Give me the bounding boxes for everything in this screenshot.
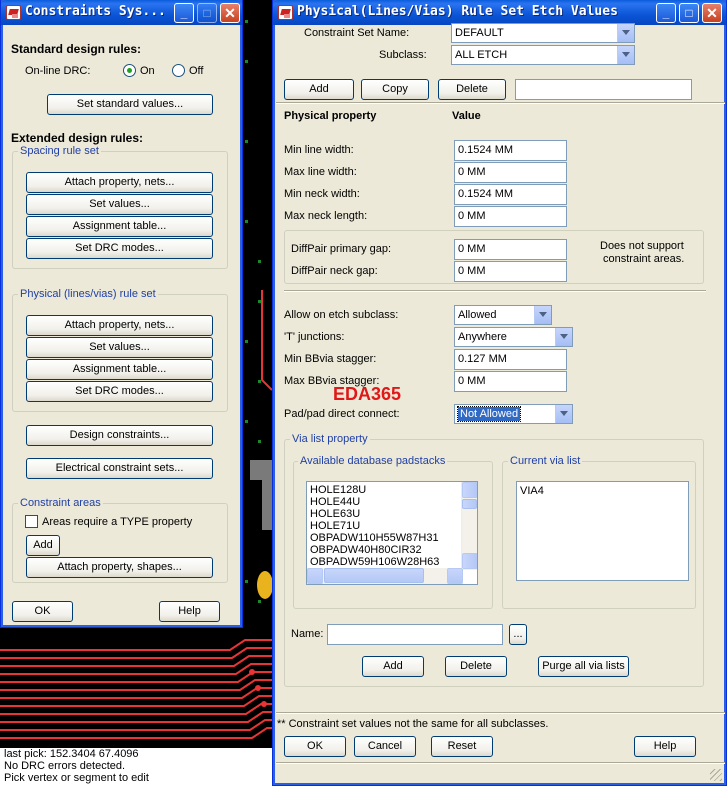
- drc-on-label: On: [140, 65, 155, 77]
- resize-grip-icon[interactable]: [710, 769, 722, 781]
- constraints-ok-button[interactable]: OK: [12, 601, 73, 622]
- spacing-set-values-button[interactable]: Set values...: [26, 194, 213, 215]
- window-title: Physical(Lines/Vias) Rule Set Etch Values: [297, 4, 618, 19]
- available-padstacks-title: Available database padstacks: [300, 455, 446, 467]
- scroll-left-icon[interactable]: [307, 568, 323, 584]
- chevron-down-icon[interactable]: [534, 306, 551, 324]
- maximize-button[interactable]: □: [197, 3, 217, 23]
- chevron-down-icon[interactable]: [617, 24, 634, 42]
- constraint-set-value: DEFAULT: [455, 27, 504, 39]
- browse-button[interactable]: ...: [509, 624, 527, 645]
- physical-property-header: Physical property: [284, 110, 377, 122]
- allow-etch-value: Allowed: [458, 309, 497, 321]
- purge-via-lists-button[interactable]: Purge all via lists: [538, 656, 629, 677]
- physical-help-button[interactable]: Help: [634, 736, 696, 757]
- physical-reset-button[interactable]: Reset: [431, 736, 493, 757]
- scroll-up-icon[interactable]: [462, 482, 478, 498]
- console-line: No DRC errors detected.: [4, 760, 126, 772]
- footnote-text: ** Constraint set values not the same for all subclasses.: [277, 718, 549, 730]
- minimize-button[interactable]: _: [656, 3, 676, 23]
- diffpair-neck-gap-input[interactable]: 0 MM: [454, 261, 567, 282]
- t-junctions-select[interactable]: [454, 327, 573, 347]
- min-neck-width-input[interactable]: 0.1524 MM: [454, 184, 567, 205]
- drc-off-label: Off: [189, 65, 204, 77]
- min-neck-width-label: Min neck width:: [284, 188, 360, 200]
- via-list-group-title: Via list property: [292, 433, 368, 445]
- electrical-constraint-sets-button[interactable]: Electrical constraint sets...: [26, 458, 213, 479]
- window-title: Constraints Sys...: [25, 4, 166, 19]
- online-drc-label: On-line DRC:: [25, 65, 91, 77]
- console-line: Pick vertex or segment to edit: [4, 772, 149, 784]
- max-line-width-input[interactable]: 0 MM: [454, 162, 567, 183]
- list-item[interactable]: HOLE63U: [310, 508, 361, 520]
- set-add-button[interactable]: Add: [284, 79, 354, 100]
- new-set-name-input[interactable]: [515, 79, 692, 100]
- spacing-group-title: Spacing rule set: [20, 145, 99, 157]
- list-item[interactable]: VIA4: [520, 485, 544, 497]
- subclass-label: Subclass:: [379, 49, 427, 61]
- list-item[interactable]: HOLE128U: [310, 484, 367, 496]
- t-junctions-value: Anywhere: [458, 331, 507, 343]
- drc-off-radio[interactable]: [172, 64, 185, 77]
- physical-attach-button[interactable]: Attach property, nets...: [26, 315, 213, 336]
- diffpair-primary-gap-label: DiffPair primary gap:: [291, 243, 392, 255]
- set-delete-button[interactable]: Delete: [438, 79, 506, 100]
- pad-connect-select[interactable]: [454, 404, 573, 424]
- header-divider: [276, 102, 725, 104]
- spacing-drc-modes-button[interactable]: Set DRC modes...: [26, 238, 213, 259]
- via-delete-button[interactable]: Delete: [445, 656, 507, 677]
- max-line-width-label: Max line width:: [284, 166, 357, 178]
- horizontal-scrollbar[interactable]: [307, 568, 463, 584]
- diffpair-divider: [284, 290, 706, 292]
- app-icon: [6, 5, 21, 20]
- diffpair-primary-gap-input[interactable]: 0 MM: [454, 239, 567, 260]
- constraints-titlebar[interactable]: [1, 0, 242, 25]
- scroll-down-icon[interactable]: [462, 553, 478, 569]
- list-item[interactable]: OBPADW59H106W28H63: [310, 556, 440, 568]
- pad-connect-value: Not Allowed: [460, 408, 519, 420]
- allow-etch-select[interactable]: [454, 305, 552, 325]
- design-constraints-button[interactable]: Design constraints...: [26, 425, 213, 446]
- minimize-button[interactable]: _: [174, 3, 194, 23]
- chevron-down-icon[interactable]: [555, 328, 572, 346]
- subclass-select[interactable]: [451, 45, 635, 65]
- maximize-button[interactable]: □: [679, 3, 699, 23]
- set-standard-values-button[interactable]: Set standard values...: [47, 94, 213, 115]
- current-via-list[interactable]: [516, 481, 689, 581]
- min-line-width-label: Min line width:: [284, 144, 354, 156]
- watermark-text: EDA365: [333, 384, 402, 404]
- attach-shapes-button[interactable]: Attach property, shapes...: [26, 557, 213, 578]
- scroll-thumb[interactable]: [462, 499, 477, 509]
- areas-group-title: Constraint areas: [20, 497, 101, 509]
- physical-titlebar[interactable]: [273, 0, 726, 25]
- physical-drc-modes-button[interactable]: Set DRC modes...: [26, 381, 213, 402]
- max-neck-length-label: Max neck length:: [284, 210, 368, 222]
- min-bbvia-input[interactable]: 0.127 MM: [454, 349, 567, 370]
- physical-assignment-button[interactable]: Assignment table...: [26, 359, 213, 380]
- chevron-down-icon[interactable]: [555, 405, 572, 423]
- physical-set-values-button[interactable]: Set values...: [26, 337, 213, 358]
- list-item[interactable]: OBPADW40H80CIR32: [310, 544, 422, 556]
- scroll-thumb[interactable]: [324, 568, 424, 583]
- app-icon: [278, 5, 293, 20]
- min-bbvia-label: Min BBvia stagger:: [284, 353, 377, 365]
- min-line-width-input[interactable]: 0.1524 MM: [454, 140, 567, 161]
- via-add-button[interactable]: Add: [362, 656, 424, 677]
- areas-type-checkbox[interactable]: [25, 515, 38, 528]
- spacing-assignment-button[interactable]: Assignment table...: [26, 216, 213, 237]
- standard-heading: Standard design rules:: [11, 42, 142, 56]
- physical-rules-window: [272, 0, 727, 786]
- drc-on-radio[interactable]: [123, 64, 136, 77]
- constraints-help-button[interactable]: Help: [159, 601, 220, 622]
- current-via-title: Current via list: [510, 455, 581, 467]
- chevron-down-icon[interactable]: [617, 46, 634, 64]
- constraints-window: [0, 0, 243, 628]
- list-item[interactable]: HOLE44U: [310, 496, 361, 508]
- footer-divider: [276, 712, 725, 714]
- constraint-set-label: Constraint Set Name:: [304, 27, 410, 39]
- list-item[interactable]: OBPADW110H55W87H31: [310, 532, 439, 544]
- diffpair-note-line-1: Does not support: [600, 240, 684, 252]
- constraint-set-select[interactable]: [451, 23, 635, 43]
- max-bbvia-input[interactable]: 0 MM: [454, 371, 567, 392]
- list-item[interactable]: HOLE71U: [310, 520, 361, 532]
- console-line: last pick: 152.3404 67.4096: [4, 748, 139, 760]
- spacing-attach-button[interactable]: Attach property, nets...: [26, 172, 213, 193]
- subclass-value: ALL ETCH: [455, 49, 508, 61]
- via-name-input[interactable]: [327, 624, 503, 645]
- physical-group-title: Physical (lines/vias) rule set: [20, 288, 156, 300]
- diffpair-neck-gap-label: DiffPair neck gap:: [291, 265, 378, 277]
- vertical-scrollbar[interactable]: [461, 482, 477, 570]
- close-button[interactable]: ✕: [220, 3, 240, 23]
- pad-connect-label: Pad/pad direct connect:: [284, 408, 400, 420]
- set-copy-button[interactable]: Copy: [361, 79, 429, 100]
- areas-type-label: Areas require a TYPE property: [42, 516, 193, 528]
- max-neck-length-input[interactable]: 0 MM: [454, 206, 567, 227]
- t-junctions-label: 'T' junctions:: [284, 331, 345, 343]
- extended-heading: Extended design rules:: [11, 131, 144, 145]
- max-bbvia-label: Max BBvia stagger:: [284, 375, 380, 387]
- available-padstacks-list[interactable]: [306, 481, 478, 585]
- allow-etch-label: Allow on etch subclass:: [284, 309, 399, 321]
- diffpair-note-line-2: constraint areas.: [603, 253, 685, 265]
- physical-ok-button[interactable]: OK: [284, 736, 346, 757]
- via-name-label: Name:: [291, 628, 324, 640]
- status-divider: [276, 762, 725, 764]
- close-button[interactable]: ✕: [702, 3, 722, 23]
- areas-add-button[interactable]: Add: [26, 535, 60, 556]
- value-header: Value: [452, 110, 481, 122]
- console-panel: [0, 748, 272, 786]
- physical-cancel-button[interactable]: Cancel: [354, 736, 416, 757]
- scroll-right-icon[interactable]: [447, 568, 463, 584]
